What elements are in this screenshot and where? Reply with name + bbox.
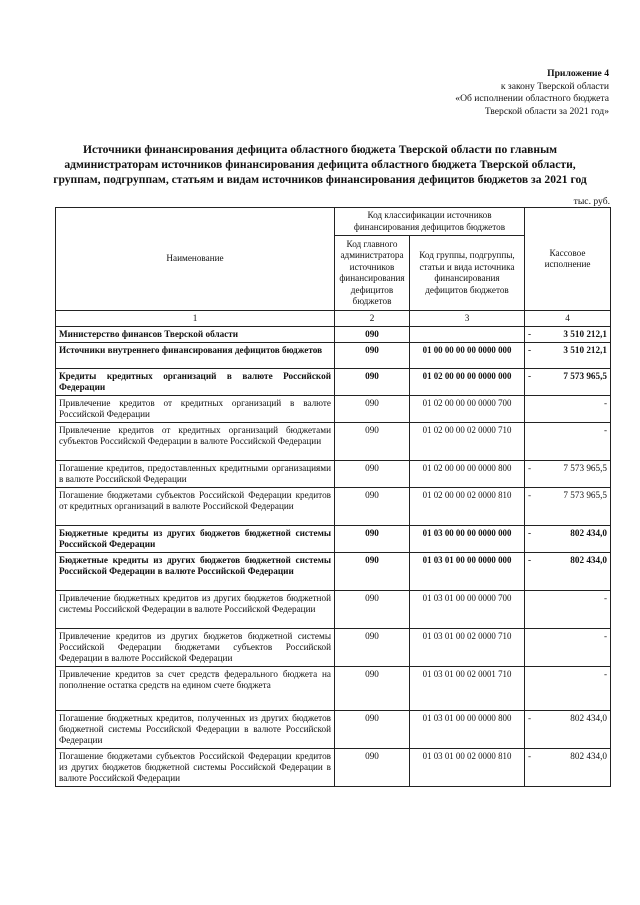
row-sign: -: [528, 463, 532, 473]
row-admin-code: 090: [335, 327, 410, 343]
row-sign: -: [528, 528, 532, 538]
row-value-cell: [525, 327, 611, 343]
row-value-cell: [525, 591, 611, 629]
row-name: Погашение бюджетами субъектов Российской Федерации кредитов из других бюджетов бюджетной системы Российской Федерации в валюте Российской Федерации: [56, 749, 335, 787]
row-value-cell: [525, 629, 611, 667]
row-source-code: 01 03 01 00 02 0000 810: [410, 749, 525, 787]
row-source-code: 01 02 00 00 00 0000 000: [410, 369, 525, 396]
row-sign: -: [528, 713, 532, 723]
row-value: 802 434,0: [570, 555, 607, 565]
row-value-cell: [525, 488, 611, 526]
column-number-2: 2: [335, 311, 410, 327]
row-name: Привлечение кредитов от кредитных организаций в валюте Российской Федерации: [56, 396, 335, 423]
header-admin-code: Код главного администратора источников финансирования дефицитов бюджетов: [335, 236, 410, 311]
row-name: Привлечение кредитов из других бюджетов бюджетной системы Российской Федерации бюджетами субъектов Российской Федерации в валюте Российской Федерации: [56, 629, 335, 667]
row-sign: -: [528, 345, 532, 355]
table-row: [56, 461, 611, 488]
row-source-code: [410, 327, 525, 343]
column-number-4: 4: [525, 311, 611, 327]
table-row: [56, 369, 611, 396]
row-value: 802 434,0: [570, 713, 607, 723]
appendix-line-2: «Об исполнении областного бюджета: [455, 93, 609, 105]
table-row: [56, 749, 611, 787]
table-row: [56, 667, 611, 711]
appendix-header: [455, 68, 609, 118]
header-code-group: Код классификации источников финансирования дефицитов бюджетов: [335, 208, 525, 236]
row-name: Погашение бюджетных кредитов, полученных из других бюджетов бюджетной системы Российской Федерации в валюте Российской Федерации: [56, 711, 335, 749]
row-sign: -: [528, 751, 532, 761]
row-name: Бюджетные кредиты из других бюджетов бюджетной системы Российской Федерации: [56, 526, 335, 553]
appendix-line-1: к закону Тверской области: [500, 80, 609, 92]
column-number-3: 3: [410, 311, 525, 327]
row-name: Привлечение кредитов за счет средств федерального бюджета на пополнение остатка средств на едином счете бюджета: [56, 667, 335, 711]
row-value: -: [603, 398, 607, 408]
row-source-code: 01 03 01 00 00 0000 700: [410, 591, 525, 629]
row-value-cell: [525, 749, 611, 787]
table-row: [56, 711, 611, 749]
row-sign: -: [528, 371, 532, 381]
row-value-cell: [525, 526, 611, 553]
row-value: 7 573 965,5: [563, 463, 607, 473]
row-value: 802 434,0: [570, 751, 607, 761]
row-value: -: [603, 631, 607, 641]
row-value-cell: [525, 667, 611, 711]
row-source-code: 01 03 01 00 02 0000 710: [410, 629, 525, 667]
appendix-line-3: Тверской области за 2021 год»: [484, 105, 609, 117]
row-name: Привлечение кредитов от кредитных организаций бюджетами субъектов Российской Федерации в валюте Российской Федерации: [56, 423, 335, 461]
header-name: Наименование: [56, 208, 335, 311]
row-value-cell: [525, 461, 611, 488]
table-row: [56, 396, 611, 423]
row-source-code: 01 02 00 00 02 0000 710: [410, 423, 525, 461]
table-row: [56, 591, 611, 629]
row-admin-code: 090: [335, 369, 410, 396]
row-value: 7 573 965,5: [563, 371, 607, 381]
row-admin-code: 090: [335, 343, 410, 369]
row-admin-code: 090: [335, 423, 410, 461]
row-name: Погашение бюджетами субъектов Российской Федерации кредитов от кредитных организаций в валюте Российской Федерации: [56, 488, 335, 526]
table-row: [56, 343, 611, 369]
row-name: Привлечение бюджетных кредитов из других бюджетов бюджетной системы Российской Федерации в валюте Российской Федерации: [56, 591, 335, 629]
row-value-cell: [525, 553, 611, 591]
row-source-code: 01 03 01 00 00 0000 000: [410, 553, 525, 591]
row-admin-code: 090: [335, 591, 410, 629]
table-row: [56, 488, 611, 526]
row-value: 7 573 965,5: [563, 490, 607, 500]
table-body: [56, 327, 611, 787]
table-row: [56, 327, 611, 343]
table-row: [56, 423, 611, 461]
row-value: 802 434,0: [570, 528, 607, 538]
row-source-code: 01 02 00 00 00 0000 700: [410, 396, 525, 423]
units-label: тыс. руб.: [573, 196, 610, 207]
table-row: [56, 553, 611, 591]
row-sign: -: [528, 555, 532, 565]
document-title: Источники финансирования дефицита областного бюджета Тверской области по главным администраторам источников финансирования дефицита областного бюджета Тверской области, группам, подгруппам, статьям и видам источников финансирования дефицитов бюджетов за 2021 год: [53, 143, 587, 187]
row-value-cell: [525, 396, 611, 423]
row-value: 3 510 212,1: [563, 329, 607, 339]
row-admin-code: 090: [335, 749, 410, 787]
row-source-code: 01 00 00 00 00 0000 000: [410, 343, 525, 369]
row-admin-code: 090: [335, 667, 410, 711]
appendix-number: Приложение 4: [547, 68, 609, 79]
row-value-cell: [525, 343, 611, 369]
row-name: Министерство финансов Тверской области: [56, 327, 335, 343]
row-admin-code: 090: [335, 488, 410, 526]
row-admin-code: 090: [335, 629, 410, 667]
row-name: Бюджетные кредиты из других бюджетов бюджетной системы Российской Федерации в валюте Российской Федерации: [56, 553, 335, 591]
row-admin-code: 090: [335, 396, 410, 423]
row-source-code: 01 03 01 00 02 0001 710: [410, 667, 525, 711]
row-source-code: 01 02 00 00 02 0000 810: [410, 488, 525, 526]
row-value: -: [603, 593, 607, 603]
row-source-code: 01 03 00 00 00 0000 000: [410, 526, 525, 553]
header-source-code: Код группы, подгруппы, статьи и вида источника финансирования дефицитов бюджетов: [410, 236, 525, 311]
row-value: 3 510 212,1: [563, 345, 607, 355]
row-admin-code: 090: [335, 526, 410, 553]
header-value: Кассовое исполнение: [525, 208, 611, 311]
row-name: Источники внутреннего финансирования дефицитов бюджетов: [56, 343, 335, 369]
row-value-cell: [525, 423, 611, 461]
row-admin-code: 090: [335, 461, 410, 488]
column-number-1: 1: [56, 311, 335, 327]
row-name: Кредиты кредитных организаций в валюте Российской Федерации: [56, 369, 335, 396]
row-value-cell: [525, 369, 611, 396]
row-name: Погашение кредитов, предоставленных кредитными организациями в валюте Российской Федерации: [56, 461, 335, 488]
row-admin-code: 090: [335, 711, 410, 749]
row-value-cell: [525, 711, 611, 749]
financing-sources-table: [55, 207, 611, 787]
row-sign: -: [528, 490, 532, 500]
row-sign: -: [528, 329, 532, 339]
row-value: -: [603, 669, 607, 679]
table-row: [56, 526, 611, 553]
row-admin-code: 090: [335, 553, 410, 591]
table-row: [56, 629, 611, 667]
row-source-code: 01 02 00 00 00 0000 800: [410, 461, 525, 488]
row-value: -: [603, 425, 607, 435]
row-source-code: 01 03 01 00 00 0000 800: [410, 711, 525, 749]
